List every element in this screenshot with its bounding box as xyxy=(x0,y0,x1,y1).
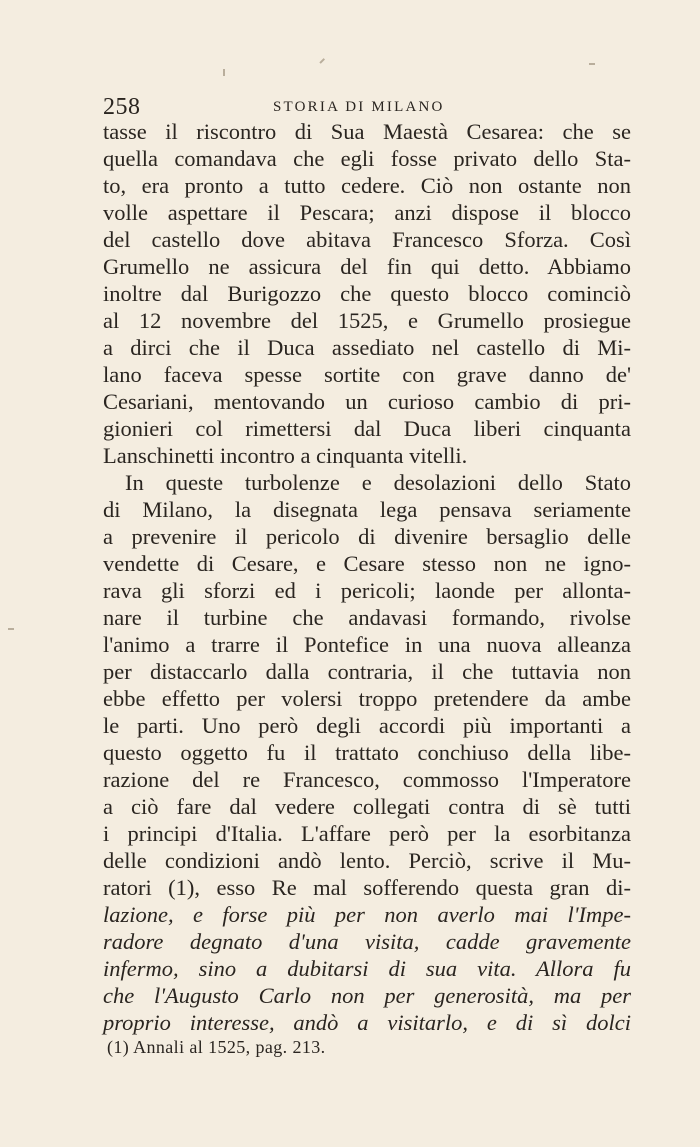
text-line: questo oggetto fu il trattato conchiuso della libe- xyxy=(103,740,631,765)
text-line: l'animo a trarre il Pontefice in una nuova alleanza xyxy=(103,632,631,657)
text-line: proprio interesse, andò a visitarlo, e di sì dolci xyxy=(103,1010,631,1035)
text-line: a ciò fare dal vedere collegati contra di sè tutti xyxy=(103,794,631,819)
paper-speck xyxy=(223,69,225,76)
text-line: tasse il riscontro di Sua Maestà Cesarea: che se xyxy=(103,119,631,144)
text-line: inoltre dal Burigozzo che questo blocco cominciò xyxy=(103,281,631,306)
text-line: ratori (1), esso Re mal sofferendo questa gran di- xyxy=(103,875,631,900)
text-line: Grumello ne assicura del fin qui detto. Abbiamo xyxy=(103,254,631,279)
text-line: vendette di Cesare, e Cesare stesso non ne igno- xyxy=(103,551,631,576)
text-line: delle condizioni andò lento. Perciò, scrive il Mu- xyxy=(103,848,631,873)
text-line: quella comandava che egli fosse privato dello Sta- xyxy=(103,146,631,171)
text-line: infermo, sino a dubitarsi di sua vita. Allora fu xyxy=(103,956,631,981)
text-line: In queste turbolenze e desolazioni dello Stato xyxy=(125,470,631,495)
text-line: Lanschinetti incontro a cinquanta vitelli. xyxy=(103,443,468,468)
page-number: 258 xyxy=(103,94,141,120)
text-line: radore degnato d'una visita, cadde gravemente xyxy=(103,929,631,954)
text-line: le parti. Uno però degli accordi più importanti a xyxy=(103,713,631,738)
text-line: lazione, e forse più per non averlo mai l'Impe- xyxy=(103,902,631,927)
text-line: Cesariani, mentovando un curioso cambio di pri- xyxy=(103,389,631,414)
text-line: che l'Augusto Carlo non per generosità, ma per xyxy=(103,983,631,1008)
text-line: per distaccarlo dalla contraria, il che tuttavia non xyxy=(103,659,631,684)
text-line: a prevenire il pericolo di divenire bersaglio delle xyxy=(103,524,631,549)
paper-speck xyxy=(589,63,595,65)
text-line: to, era pronto a tutto cedere. Ciò non ostante non xyxy=(103,173,631,198)
text-line: di Milano, la disegnata lega pensava seriamente xyxy=(103,497,631,522)
text-line: gionieri col rimettersi dal Duca liberi cinquanta xyxy=(103,416,631,441)
text-line: rava gli sforzi ed i pericoli; laonde per allonta- xyxy=(103,578,631,603)
text-line: ebbe effetto per volersi troppo pretendere da ambe xyxy=(103,686,631,711)
paper-speck xyxy=(319,58,324,63)
paper-speck xyxy=(8,628,14,630)
text-line: volle aspettare il Pescara; anzi dispose il blocco xyxy=(103,200,631,225)
footnote: (1) Annali al 1525, pag. 213. xyxy=(107,1037,326,1057)
text-line: i principi d'Italia. L'affare però per la esorbitanza xyxy=(103,821,631,846)
text-line: del castello dove abitava Francesco Sforza. Così xyxy=(103,227,631,252)
text-line: lano faceva spesse sortite con grave danno de' xyxy=(103,362,631,387)
text-line: razione del re Francesco, commosso l'Imperatore xyxy=(103,767,631,792)
body-text xyxy=(103,118,631,1036)
running-head: STORIA DI MILANO xyxy=(273,99,445,115)
text-line: a dirci che il Duca assediato nel castello di Mi- xyxy=(103,335,631,360)
page-header xyxy=(103,93,643,121)
text-line: al 12 novembre del 1525, e Grumello prosiegue xyxy=(103,308,631,333)
text-line: nare il turbine che andavasi formando, rivolse xyxy=(103,605,631,630)
